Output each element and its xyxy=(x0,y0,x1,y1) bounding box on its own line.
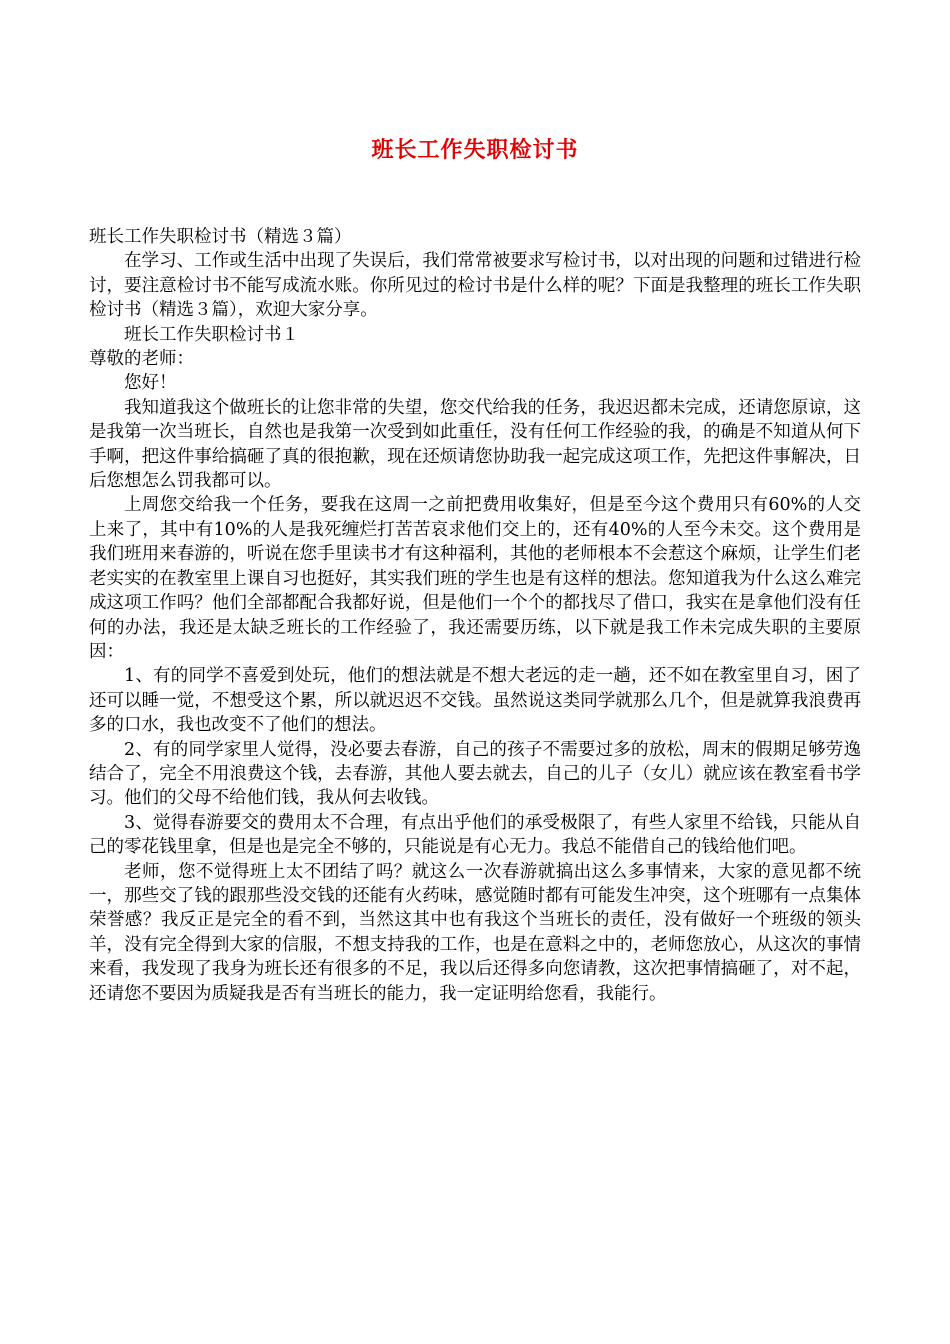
document-title: 班长工作失职检讨书 xyxy=(371,138,579,163)
body-paragraph: 我知道我这个做班长的让您非常的失望，您交代给我的任务，我迟迟都未完成，还请您原谅，这是我第一次当班长，自然也是我第一次受到如此重任，没有任何工作经验的我，的确是不知道从何下手啊，把这件事给搞砸了真的很抱歉，现在还烦请您协助我一起完成这项工作，先把这件事解决，日后您想怎么罚我都可以。 xyxy=(89,397,861,492)
body-paragraph: 上周您交给我一个任务，要我在这周一之前把费用收集好，但是至今这个费用只有60%的人交上来了，其中有10%的人是我死缠烂打苦苦哀求他们交上的，还有40%的人至今未交。这个费用是我们班用来春游的，听说在您手里读书才有这种福利，其他的老师根本不会惹这个麻烦，让学生们老老实实的在教室里上课自习也挺好，其实我们班的学生也是有这样的想法。您知道我为什么这么难完成这项工作吗？他们全部都配合我都好说，但是他们一个个的都找尽了借口，我实在是拿他们没有任何的办法，我还是太缺乏班长的工作经验了，我还需要历练，以下就是我工作未完成失职的主要原因： xyxy=(89,495,861,662)
salutation: 尊敬的老师： xyxy=(89,349,194,370)
reason-item-2: 2、有的同学家里人觉得，没必要去春游，自己的孩子不需要过多的放松，周末的假期足够劳逸结合了，完全不用浪费这个钱，去春游，其他人要去就去，自己的儿子（女儿）就应该在教室看书学习。他们的父母不给他们钱，我从何去收钱。 xyxy=(89,739,861,809)
document-body xyxy=(89,225,861,1006)
body-paragraph: 老师，您不觉得班上太不团结了吗？就这么一次春游就搞出这么多事情来，大家的意见都不统一，那些交了钱的跟那些没交钱的还能有火药味，感觉随时都有可能发生冲突，这个班哪有一点集体荣誉感？我反正是完全的看不到，当然这其中也有我这个当班长的责任，没有做好一个班级的领头羊，没有完全得到大家的信服，不想支持我的工作，也是在意料之中的，老师您放心，从这次的事情来看，我发现了我身为班长还有很多的不足，我以后还得多向您请教，这次把事情搞砸了，对不起，还请您不要因为质疑我是否有当班长的能力，我一定证明给您看，我能行。 xyxy=(89,861,861,1004)
section-heading: 班长工作失职检讨书１ xyxy=(124,324,299,345)
greeting: 您好！ xyxy=(124,373,177,394)
reason-item-3: 3、觉得春游要交的费用太不合理，有点出乎他们的承受极限了，有些人家里不给钱，只能从自己的零花钱里拿，但是也是完全不够的，只能说是有心无力。我总不能借自己的钱给他们吧。 xyxy=(89,812,861,858)
intro-paragraph: 在学习、工作或生活中出现了失误后，我们常常被要求写检讨书，以对出现的问题和过错进行检讨，要注意检讨书不能写成流水账。你所见过的检讨书是什么样的呢？下面是我整理的班长工作失职检讨书（精选３篇），欢迎大家分享。 xyxy=(89,251,861,321)
reason-item-1: 1、有的同学不喜爱到处玩，他们的想法就是不想大老远的走一趟，还不如在教室里自习，困了还可以睡一觉，不想受这个累，所以就迟迟不交钱。虽然说这类同学就那么几个，但是就算我浪费再多的口水，我也改变不了他们的想法。 xyxy=(89,666,861,736)
subtitle-line: 班长工作失职检讨书（精选３篇） xyxy=(89,227,352,247)
